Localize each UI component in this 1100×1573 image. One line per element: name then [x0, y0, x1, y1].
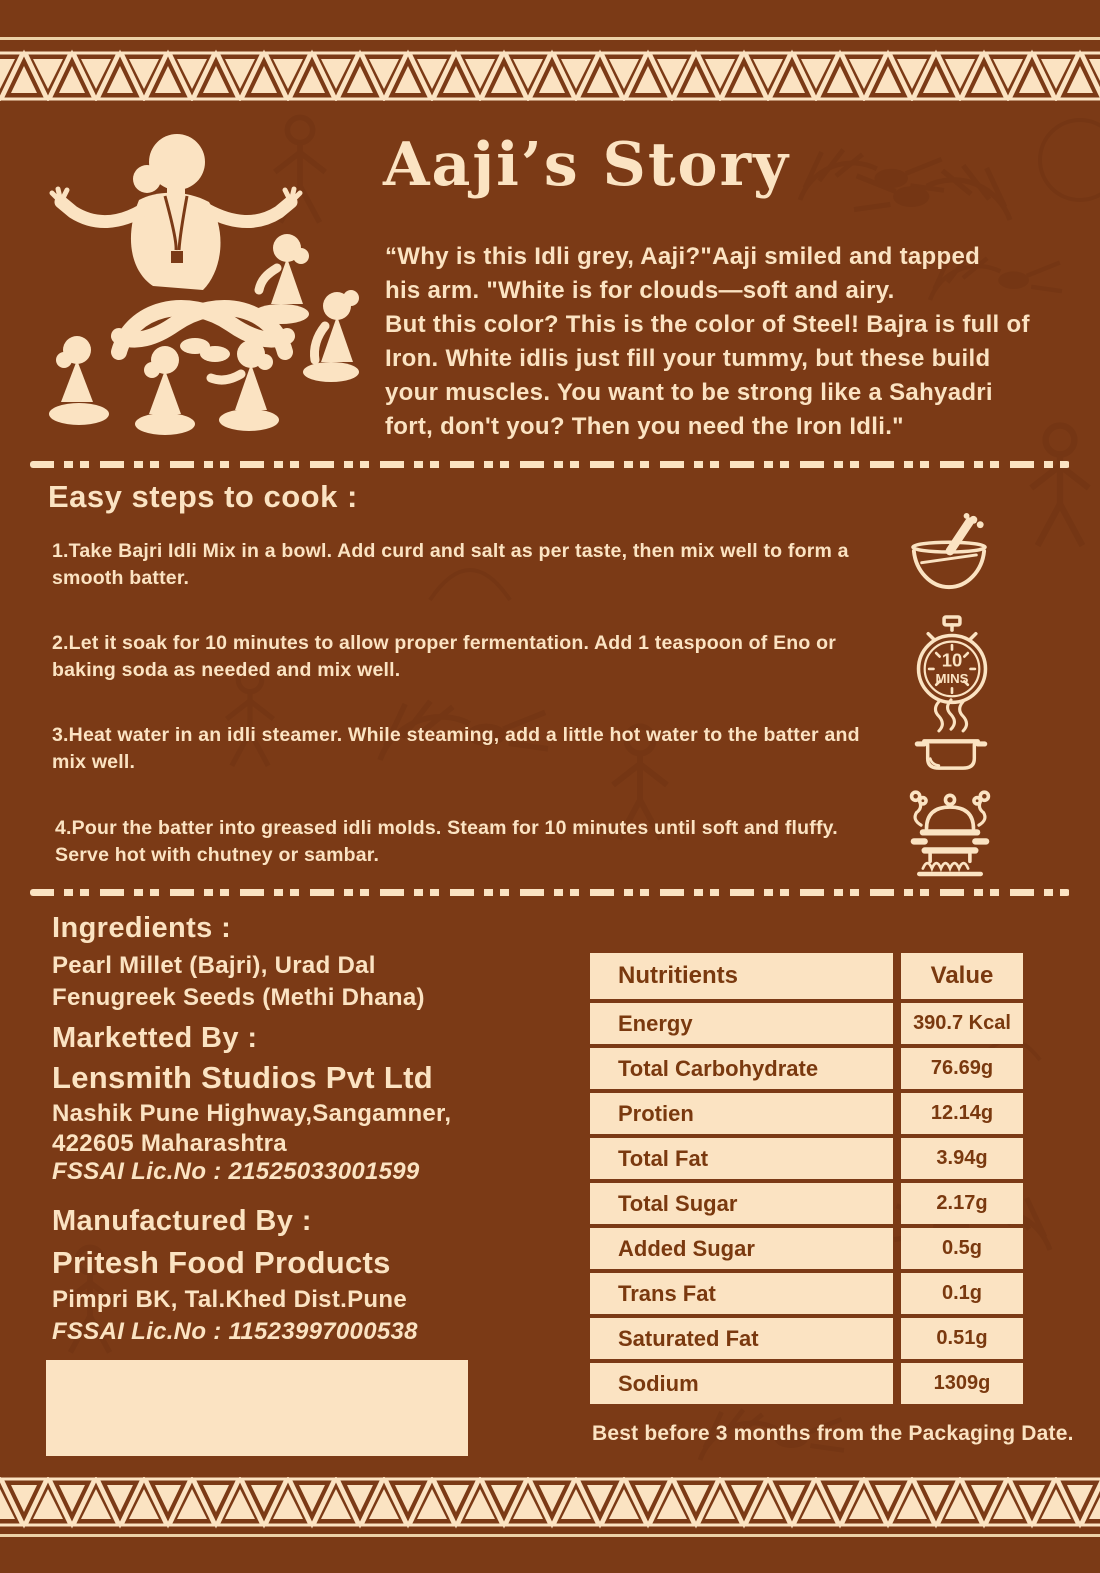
nutrition-row-value: 2.17g [901, 1183, 1023, 1224]
nutrition-row-value: 0.5g [901, 1228, 1023, 1269]
marketed-address-line: 422605 Maharashtra [52, 1130, 287, 1157]
manufactured-address: Pimpri BK, Tal.Khed Dist.Pune [52, 1286, 407, 1313]
bottom-triangle-border [0, 1477, 1100, 1529]
nutrition-row-value: 1309g [901, 1363, 1023, 1404]
nutrition-row-value: 76.69g [901, 1048, 1023, 1089]
story-line: Iron. White idlis just fill your tummy, but these build [385, 345, 991, 372]
top-rule [0, 37, 1100, 40]
nutrition-row-value: 3.94g [901, 1138, 1023, 1179]
story-line: But this color? This is the color of Steel! Bajra is full of [385, 311, 1030, 338]
timer-minutes-unit: MINS [935, 671, 969, 687]
nutrition-header-nutrients: Nutritients [590, 953, 893, 999]
page-title: Aaji’s Story [383, 130, 791, 200]
nutrition-row-value: 0.1g [901, 1273, 1023, 1314]
step-2-text: 2.Let it soak for 10 minutes to allow proper fermentation. Add 1 teaspoon of Eno or baking soda as needed and mix well. [52, 632, 837, 681]
step-3-text: 3.Heat water in an idli steamer. While steaming, add a little hot water to the batter and mix well. [52, 724, 860, 773]
ingredients-heading: Ingredients : [52, 912, 232, 944]
steps-heading: Easy steps to cook : [48, 479, 358, 514]
ingredients-line: Fenugreek Seeds (Methi Dhana) [52, 984, 425, 1011]
barcode-placeholder [46, 1360, 468, 1456]
manufactured-fssai-license: FSSAI Lic.No : 11523997000538 [52, 1318, 418, 1345]
top-triangle-border [0, 49, 1100, 101]
dashed-divider [30, 889, 1070, 896]
steaming-pot-icon [913, 696, 989, 778]
nutrition-row-label: Total Carbohydrate [590, 1048, 893, 1089]
story-line: your muscles. You want to be strong like a Sahyadri [385, 379, 993, 406]
story-text [385, 240, 1065, 444]
marketed-by-heading: Marketted By : [52, 1022, 258, 1054]
nutrition-header-value: Value [901, 953, 1023, 999]
nutrition-row-label: Total Fat [590, 1138, 893, 1179]
nutrition-row-label: Energy [590, 1003, 893, 1044]
story-line: fort, don't you? Then you need the Iron Idli." [385, 413, 904, 440]
nutrition-table [590, 953, 1023, 1404]
nutrition-row-label: Sodium [590, 1363, 893, 1404]
nutrition-row-label: Added Sugar [590, 1228, 893, 1269]
manufactured-by-name: Pritesh Food Products [52, 1245, 391, 1280]
step-4-text: 4.Pour the batter into greased idli molds. Steam for 10 minutes until soft and fluffy. Serve hot with chutney or sambar. [55, 817, 838, 866]
dashed-divider [30, 461, 1070, 468]
nutrition-row-value: 390.7 Kcal [901, 1003, 1023, 1044]
mixing-bowl-icon [905, 512, 993, 592]
marketed-by-name: Lensmith Studios Pvt Ltd [52, 1060, 433, 1095]
nutrition-row-value: 12.14g [901, 1093, 1023, 1134]
nutrition-row-label: Saturated Fat [590, 1318, 893, 1359]
marketed-fssai-license: FSSAI Lic.No : 21525033001599 [52, 1158, 420, 1185]
nutrition-row-label: Trans Fat [590, 1273, 893, 1314]
bottom-rule [0, 1534, 1100, 1537]
story-line: “Why is this Idli grey, Aaji?"Aaji smiled and tapped [385, 243, 981, 270]
nutrition-row-label: Protien [590, 1093, 893, 1134]
marketed-address-line: Nashik Pune Highway,Sangamner, [52, 1100, 452, 1127]
nutrition-row-value: 0.51g [901, 1318, 1023, 1359]
ingredients-line: Pearl Millet (Bajri), Urad Dal [52, 952, 376, 979]
idli-steamer-icon [903, 786, 997, 886]
timer-minutes-value: 10 [941, 649, 963, 671]
best-before-note: Best before 3 months from the Packaging Date. [592, 1422, 1074, 1445]
warli-grandmother-children-art [35, 122, 370, 452]
story-line: his arm. "White is for clouds—soft and airy. [385, 277, 895, 304]
step-1-text: 1.Take Bajri Idli Mix in a bowl. Add curd and salt as per taste, then mix well to form a smooth batter. [52, 540, 849, 589]
nutrition-row-label: Total Sugar [590, 1183, 893, 1224]
manufactured-by-heading: Manufactured By : [52, 1205, 312, 1237]
